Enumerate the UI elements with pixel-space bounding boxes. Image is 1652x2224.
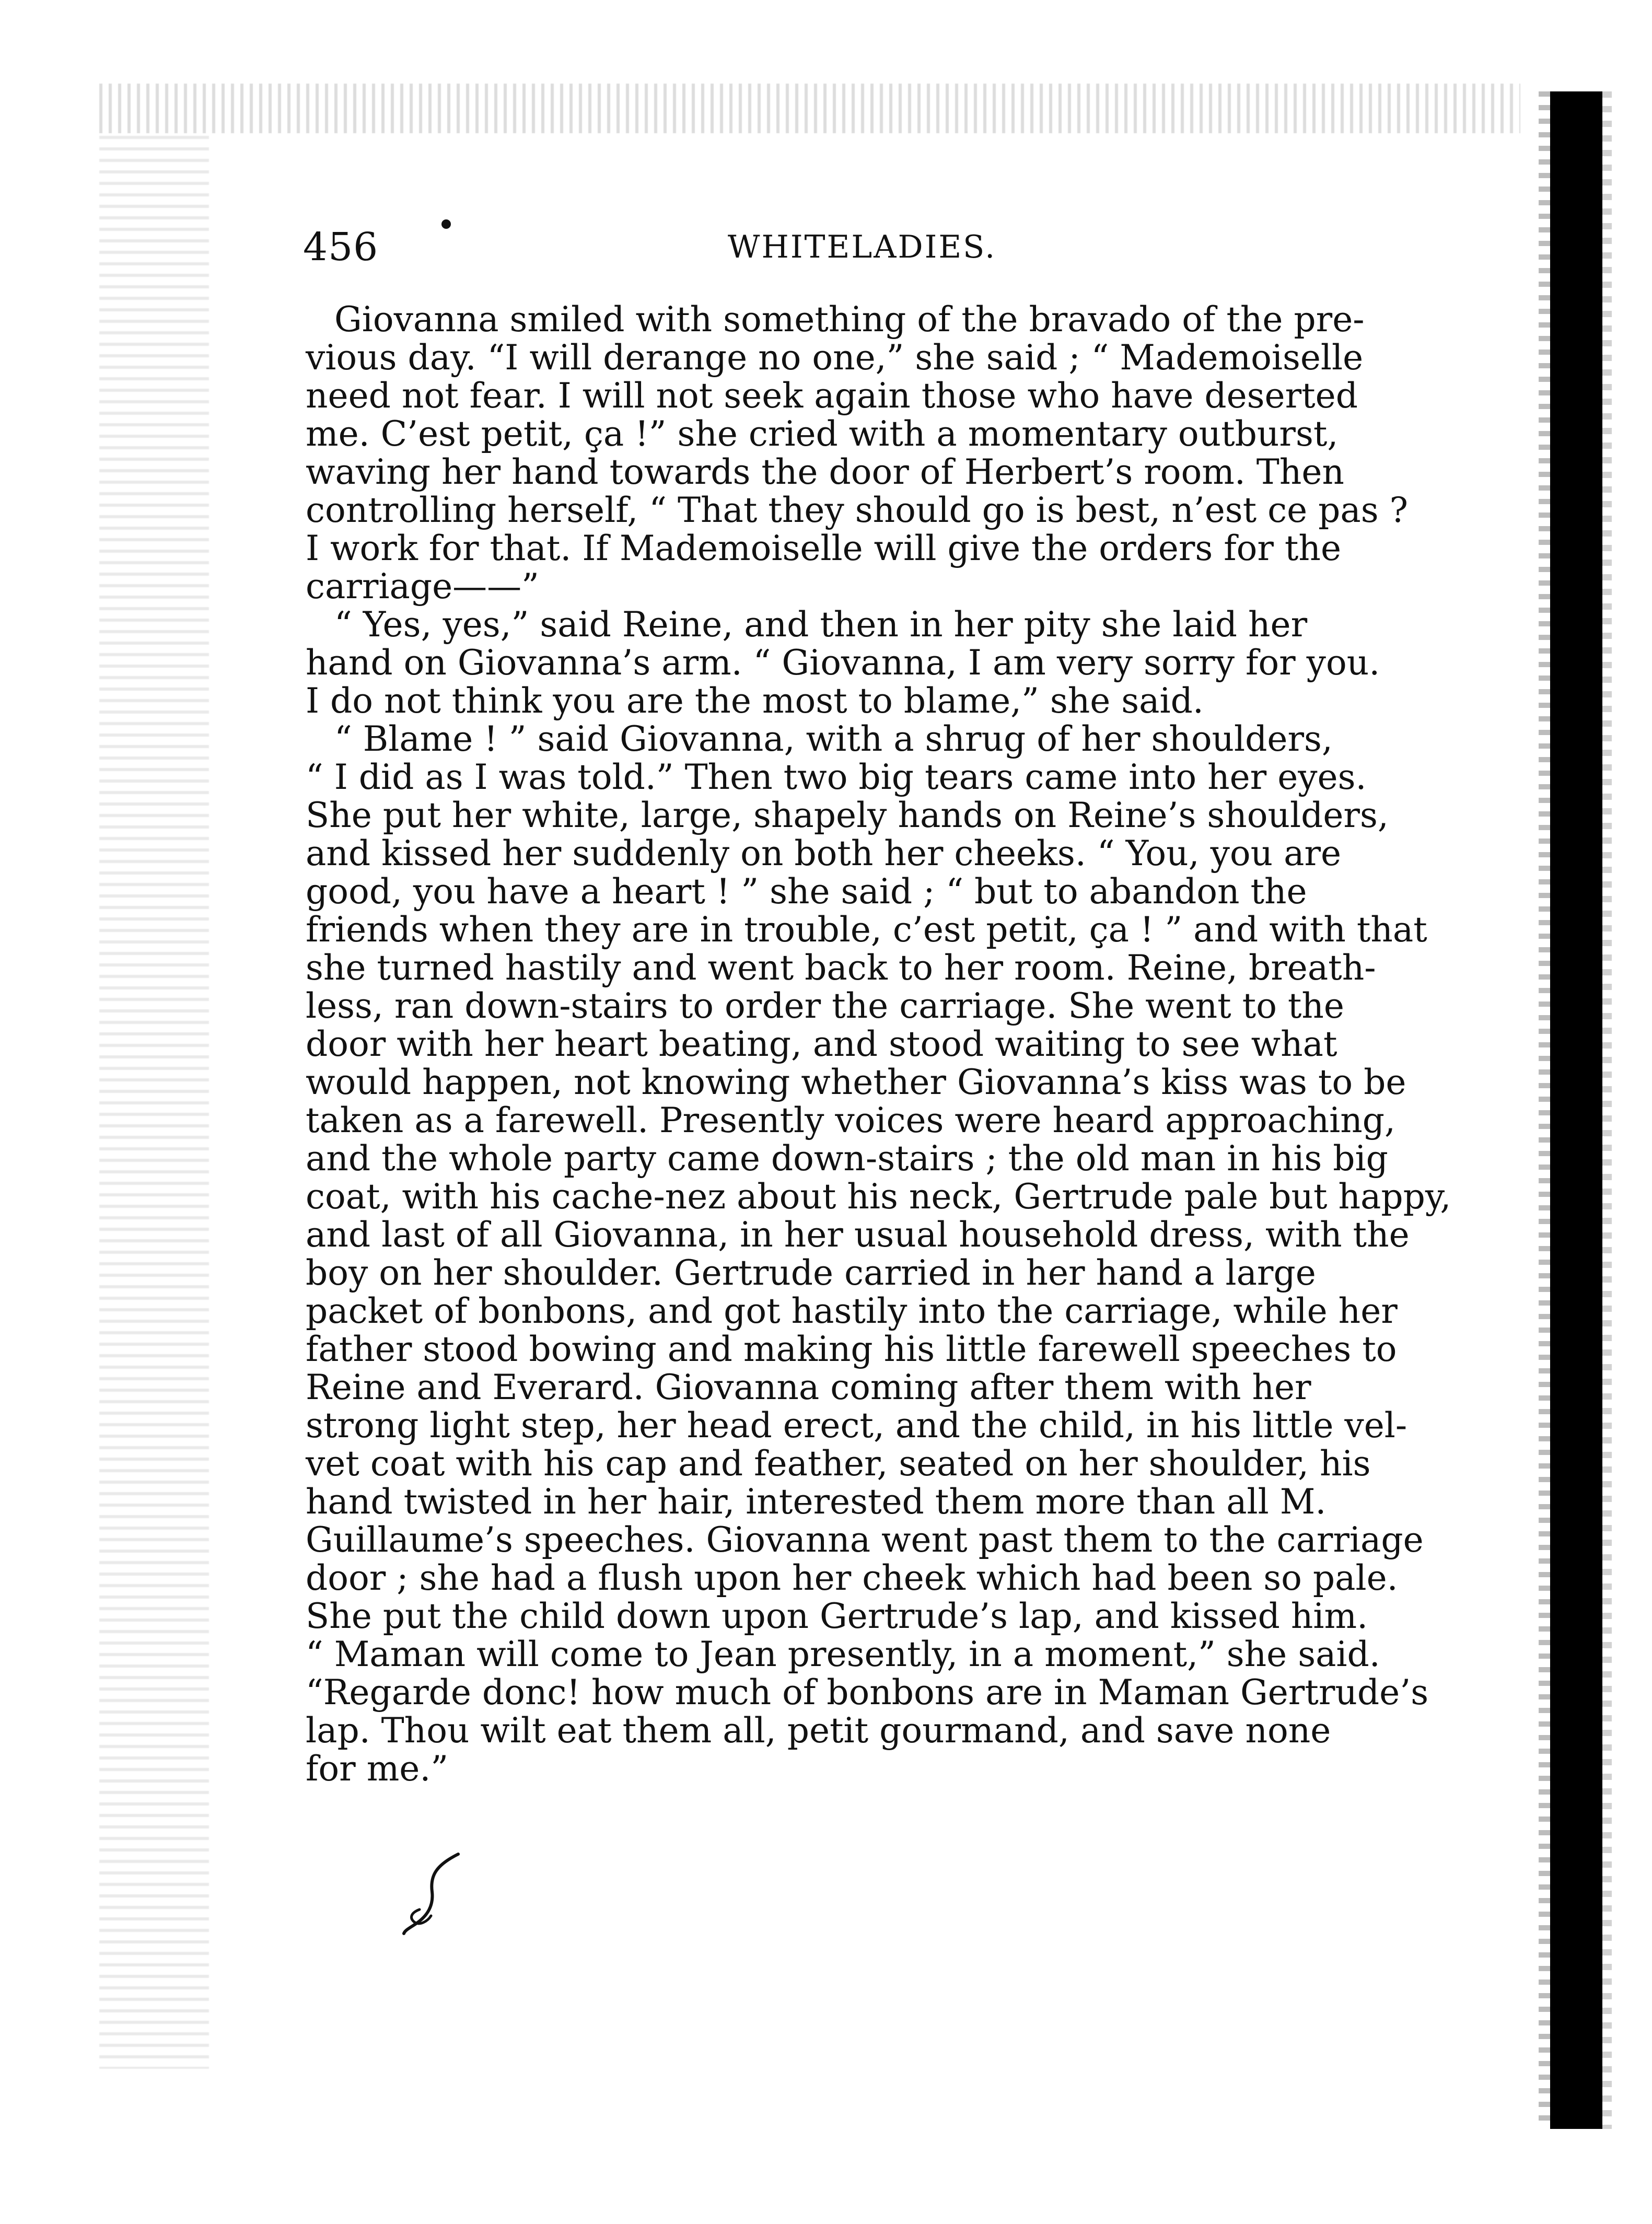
running-head: WHITELADIES. bbox=[727, 229, 997, 265]
text-line: and last of all Giovanna, in her usual household dress, with the bbox=[306, 1215, 1410, 1255]
text-line: Giovanna smiled with something of the bravado of the pre- bbox=[334, 299, 1365, 340]
text-line: I work for that. If Mademoiselle will give the orders for the bbox=[306, 528, 1341, 568]
text-line: “ I did as I was told.” Then two big tears came into her eyes. bbox=[306, 757, 1367, 797]
text-line: father stood bowing and making his little farewell speeches to bbox=[306, 1329, 1397, 1369]
text-line: “Regarde donc! how much of bonbons are in Maman Gertrude’s bbox=[306, 1672, 1429, 1713]
page-header bbox=[303, 219, 1421, 282]
text-line: vet coat with his cap and feather, seated on her shoulder, his bbox=[306, 1443, 1371, 1484]
text-line: lap. Thou wilt eat them all, petit gourmand, and save none bbox=[306, 1710, 1331, 1751]
text-line: for me.” bbox=[306, 1749, 449, 1789]
scan-noise-left bbox=[99, 136, 209, 2069]
text-line: hand twisted in her hair, interested them more than all M. bbox=[306, 1482, 1327, 1522]
text-line: she turned hastily and went back to her room. Reine, breath- bbox=[306, 948, 1376, 988]
text-line: “ Yes, yes,” said Reine, and then in her pity she laid her bbox=[334, 604, 1308, 645]
page-number: 456 bbox=[303, 225, 379, 270]
header-dot-mark bbox=[441, 219, 451, 229]
text-line: vious day. “I will derange no one,” she said ; “ Mademoiselle bbox=[306, 337, 1364, 378]
text-line: good, you have a heart ! ” she said ; “ but to abandon the bbox=[306, 871, 1307, 912]
text-line: “ Blame ! ” said Giovanna, with a shrug of her shoulders, bbox=[334, 719, 1333, 759]
text-line: Reine and Everard. Giovanna coming after them with her bbox=[306, 1367, 1311, 1407]
text-line: packet of bonbons, and got hastily into the carriage, while her bbox=[306, 1291, 1398, 1331]
text-line: She put the child down upon Gertrude’s lap, and kissed him. bbox=[306, 1596, 1368, 1636]
page-text bbox=[306, 299, 1451, 1789]
text-line: I do not think you are the most to blame,” she said. bbox=[306, 681, 1204, 721]
text-line: strong light step, her head erect, and the child, in his little vel- bbox=[306, 1405, 1407, 1446]
scan-edge-bar bbox=[1550, 91, 1602, 2129]
pen-flourish-icon bbox=[400, 1847, 473, 1936]
text-line: friends when they are in trouble, c’est petit, ça ! ” and with that bbox=[306, 910, 1427, 950]
text-line: waving her hand towards the door of Herbert’s room. Then bbox=[306, 452, 1344, 492]
text-line: and kissed her suddenly on both her cheeks. “ You, you are bbox=[306, 833, 1342, 874]
text-line: and the whole party came down-stairs ; the old man in his big bbox=[306, 1138, 1388, 1179]
text-line: Guillaume’s speeches. Giovanna went past them to the carriage bbox=[306, 1520, 1424, 1560]
text-line: need not fear. I will not seek again those who have deserted bbox=[306, 376, 1358, 416]
text-line: carriage——” bbox=[306, 566, 539, 607]
text-line: door ; she had a flush upon her cheek which had been so pale. bbox=[306, 1558, 1398, 1598]
text-line: She put her white, large, shapely hands on Reine’s shoulders, bbox=[306, 795, 1389, 835]
text-line: “ Maman will come to Jean presently, in a moment,” she said. bbox=[306, 1634, 1380, 1674]
scan-noise-top bbox=[99, 84, 1520, 133]
text-line: taken as a farewell. Presently voices were heard approaching, bbox=[306, 1100, 1396, 1140]
text-line: less, ran down-stairs to order the carriage. She went to the bbox=[306, 986, 1344, 1026]
text-line: me. C’est petit, ça !” she cried with a momentary outburst, bbox=[306, 414, 1339, 454]
text-line: coat, with his cache-nez about his neck, Gertrude pale but happy, bbox=[306, 1177, 1451, 1217]
text-line: hand on Giovanna’s arm. “ Giovanna, I am very sorry for you. bbox=[306, 643, 1380, 683]
text-line: would happen, not knowing whether Giovanna’s kiss was to be bbox=[306, 1062, 1406, 1102]
text-line: door with her heart beating, and stood waiting to see what bbox=[306, 1024, 1337, 1064]
text-line: boy on her shoulder. Gertrude carried in her hand a large bbox=[306, 1253, 1316, 1293]
text-line: controlling herself, “ That they should go is best, n’est ce pas ? bbox=[306, 490, 1409, 530]
